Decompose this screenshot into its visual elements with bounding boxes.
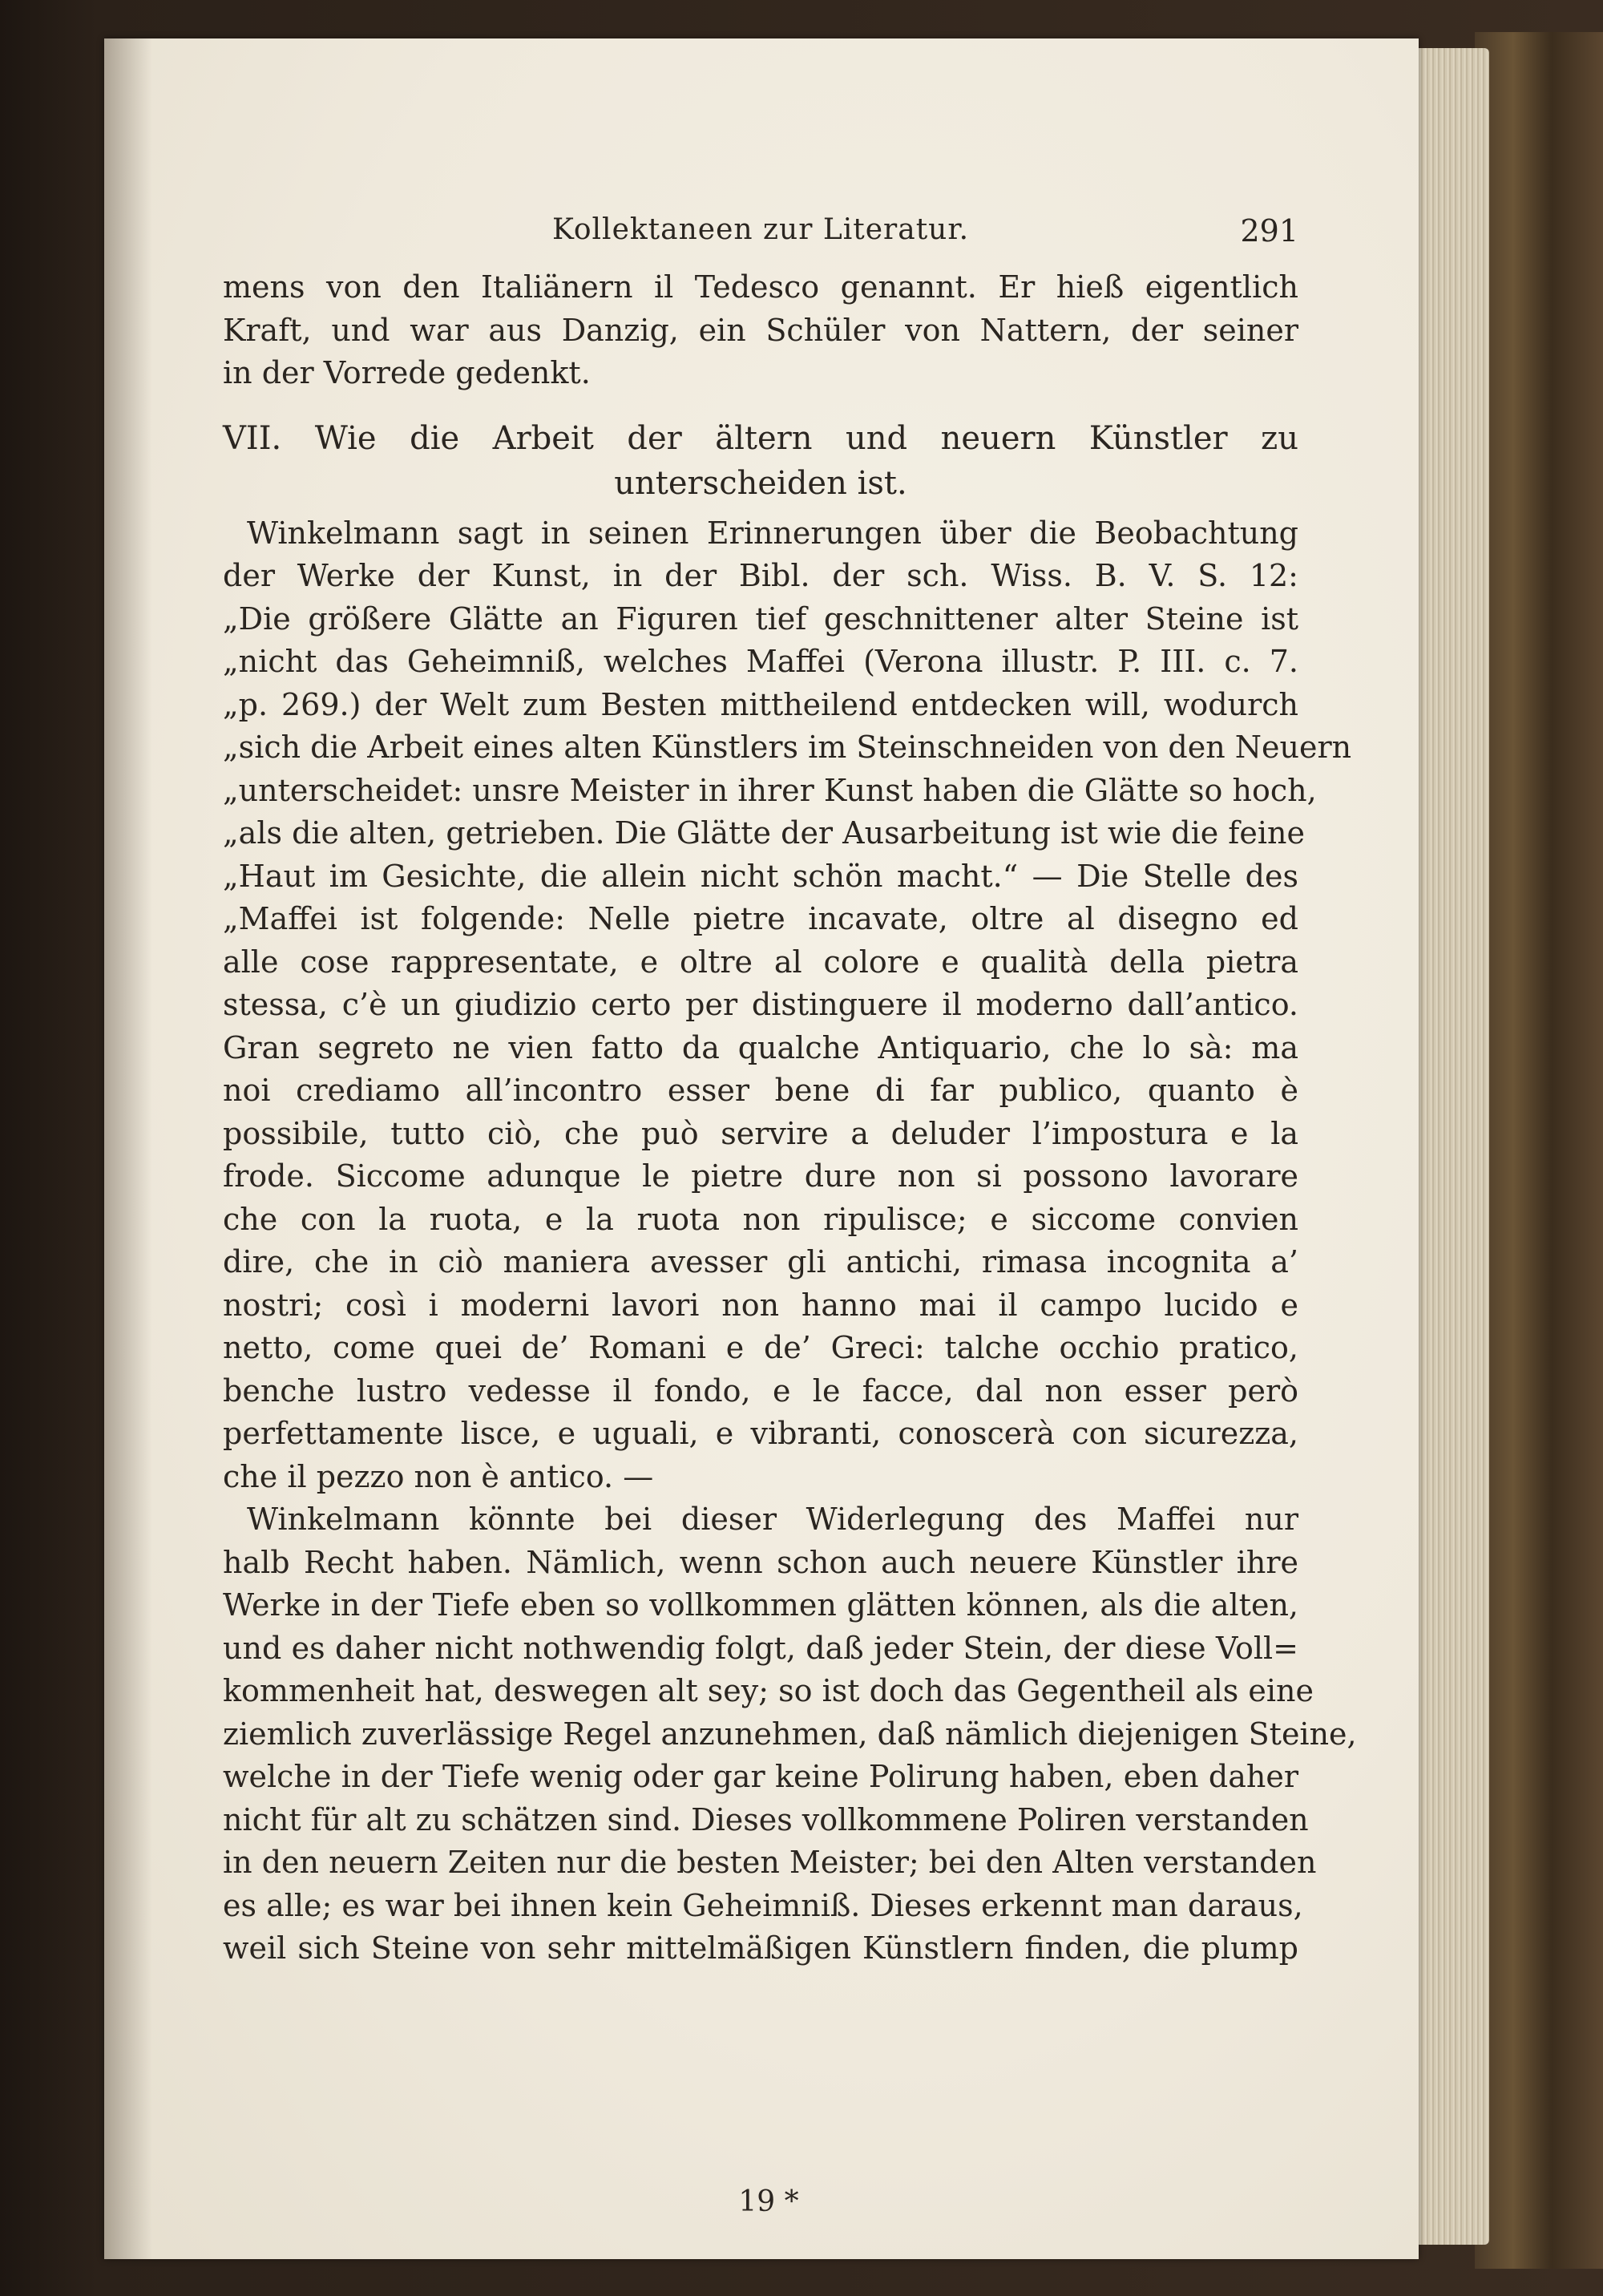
text-line: „Haut im Gesichte, die allein nicht schön macht.“ — Die Stelle des bbox=[223, 858, 1298, 894]
text-line: Winkelmann sagt in seinen Erinnerungen über die Beobachtung bbox=[247, 515, 1298, 551]
text-line: mens von den Italiänern il Tedesco genannt. Er hieß eigentlich bbox=[223, 269, 1298, 305]
text-line: und es daher nicht nothwendig folgt, daß jeder Stein, der diese Voll= bbox=[223, 1630, 1298, 1666]
text-line: benche lustro vedesse il fondo, e le facce, dal non esser però bbox=[223, 1372, 1298, 1409]
signature-mark: 19 * bbox=[738, 2185, 799, 2218]
section-heading-continuation: unterscheiden ist. bbox=[614, 464, 907, 502]
text-line: dire, che in ciò maniera avesser gli antichi, rimasa incognita a’ bbox=[223, 1244, 1298, 1279]
text-line: in den neuern Zeiten nur die besten Meister; bei den Alten verstanden bbox=[223, 1845, 1317, 1880]
text-line: „Die größere Glätte an Figuren tief geschnittener alter Steine ist bbox=[223, 600, 1298, 637]
paragraph-2 bbox=[223, 512, 1352, 1499]
text-line: der Werke der Kunst, in der Bibl. der sch. Wiss. B. V. S. 12: bbox=[223, 558, 1298, 593]
text-line: frode. Siccome adunque le pietre dure non si possono lavorare bbox=[223, 1158, 1298, 1194]
gutter-shadow bbox=[104, 38, 152, 2259]
text-line: „nicht das Geheimniß, welches Maffei (Verona illustr. P. III. c. 7. bbox=[223, 644, 1298, 679]
text-line: Werke in der Tiefe eben so vollkommen glätten können, als die alten, bbox=[223, 1587, 1298, 1623]
text-line: „unterscheidet: unsre Meister in ihrer Kunst haben die Glätte so hoch, bbox=[223, 772, 1317, 808]
text-block bbox=[223, 213, 1357, 2218]
text-line: possibile, tutto ciò, che può servire a deluder l’impostura e la bbox=[223, 1115, 1298, 1151]
text-line: kommenheit hat, deswegen alt sey; so ist doch das Gegentheil als eine bbox=[223, 1673, 1314, 1708]
text-line: in der Vorrede gedenkt. bbox=[223, 355, 591, 390]
text-line: Gran segreto ne vien fatto da qualche Antiquario, che lo sà: ma bbox=[223, 1029, 1298, 1065]
text-line: halb Recht haben. Nämlich, wenn schon auch neuere Künstler ihre bbox=[223, 1544, 1298, 1580]
text-line: welche in der Tiefe wenig oder gar keine Polirung haben, eben daher bbox=[223, 1759, 1298, 1794]
text-line: „sich die Arbeit eines alten Künstlers im Steinschneiden von den Neuern bbox=[223, 730, 1352, 765]
text-line: alle cose rappresentate, e oltre al colore e qualità della pietra bbox=[223, 944, 1298, 980]
paragraph-3 bbox=[223, 1498, 1357, 1971]
text-line: „Maffei ist folgende: Nelle pietre incavate, oltre al disegno ed bbox=[223, 901, 1298, 936]
book-page bbox=[104, 38, 1419, 2259]
text-line: che con la ruota, e la ruota non ripulisce; e siccome convien bbox=[223, 1201, 1298, 1237]
text-line: stessa, c’è un giudizio certo per distinguere il moderno dall’antico. bbox=[223, 987, 1298, 1022]
text-line: noi crediamo all’incontro esser bene di far publico, quanto è bbox=[223, 1073, 1298, 1108]
running-title: Kollektaneen zur Literatur. bbox=[551, 213, 970, 246]
text-line: „p. 269.) der Welt zum Besten mittheilend entdecken will, wodurch bbox=[223, 686, 1298, 722]
text-line: es alle; es war bei ihnen kein Geheimniß. Dieses erkennt man daraus, bbox=[223, 1887, 1303, 1923]
text-line: weil sich Steine von sehr mittelmäßigen Künstlern finden, die plump bbox=[223, 1930, 1298, 1966]
text-line: netto, come quei de’ Romani e de’ Greci: talche occhio pratico, bbox=[223, 1330, 1298, 1365]
text-line: nicht für alt zu schätzen sind. Dieses vollkommene Poliren verstanden bbox=[223, 1801, 1309, 1837]
section-heading: VII. Wie die Arbeit der ältern und neuern Künstler zu bbox=[223, 419, 1298, 457]
book-cover-edge bbox=[1475, 32, 1603, 2269]
running-head bbox=[223, 213, 1298, 266]
text-line: perfettamente lisce, e uguali, e vibranti, conoscerà con sicurezza, bbox=[223, 1416, 1298, 1451]
text-line: „als die alten, getrieben. Die Glätte der Ausarbeitung ist wie die feine bbox=[223, 815, 1305, 851]
text-line: Winkelmann könnte bei dieser Widerlegung des Maffei nur bbox=[247, 1502, 1298, 1537]
text-line: nostri; così i moderni lavori non hanno mai il campo lucido e bbox=[223, 1287, 1298, 1323]
text-line: Kraft, und war aus Danzig, ein Schüler von Nattern, der seiner bbox=[223, 312, 1298, 348]
paragraph-1 bbox=[223, 266, 1298, 395]
text-line: ziemlich zuverlässige Regel anzunehmen, daß nämlich diejenigen Steine, bbox=[223, 1716, 1357, 1752]
text-line: che il pezzo non è antico. — bbox=[223, 1458, 654, 1494]
page-number: 291 bbox=[1240, 213, 1298, 249]
